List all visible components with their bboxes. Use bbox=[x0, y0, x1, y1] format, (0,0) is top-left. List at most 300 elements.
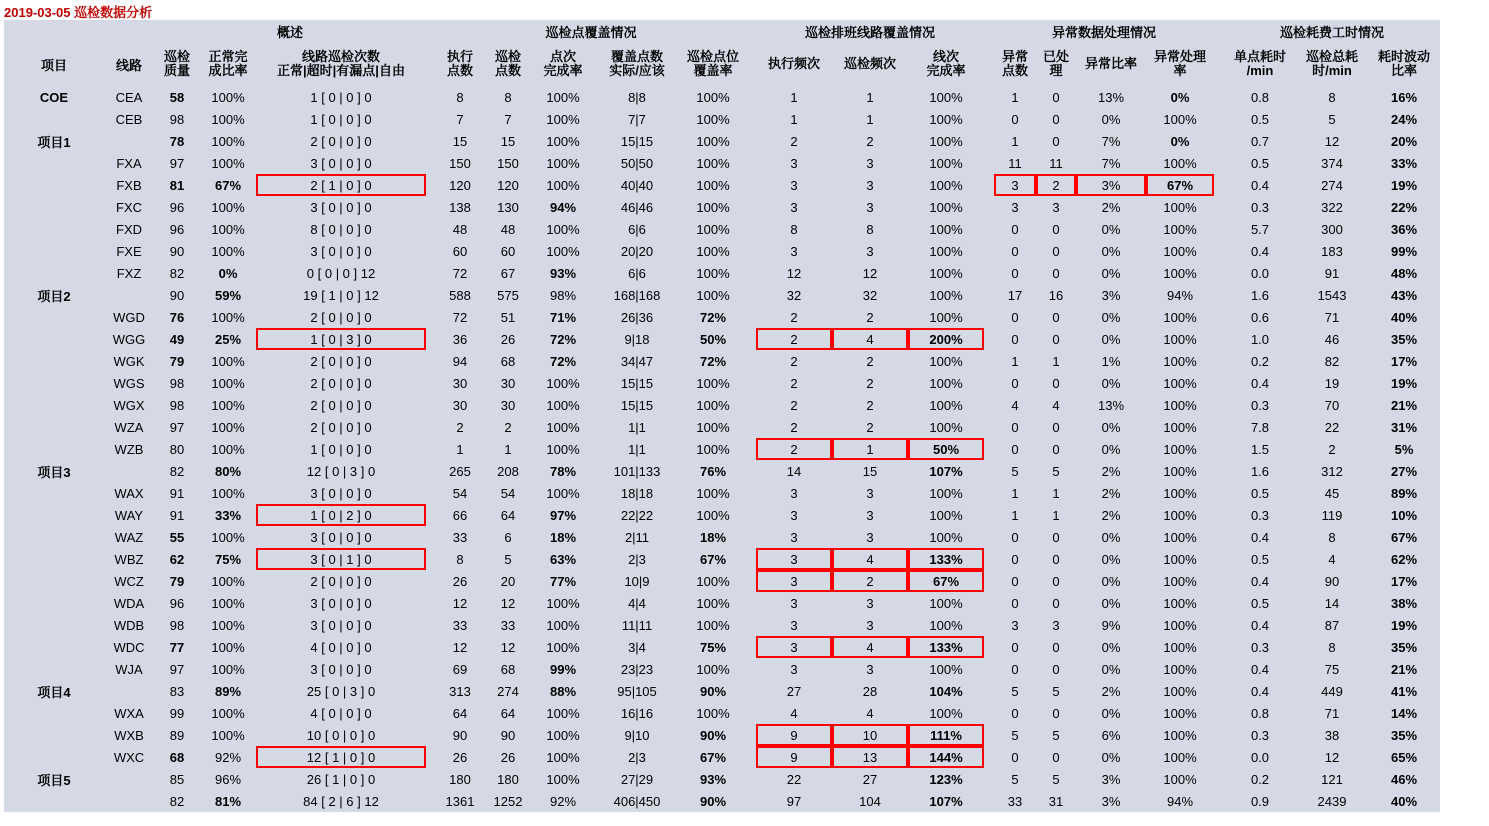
exec-points: 72 bbox=[436, 262, 484, 284]
patrol-freq: 10 bbox=[832, 724, 908, 746]
column-separator bbox=[746, 108, 756, 130]
table-row[interactable] bbox=[4, 768, 1440, 790]
fluct-rate: 35% bbox=[1368, 724, 1440, 746]
table-row[interactable] bbox=[4, 130, 1440, 152]
exec-freq: 32 bbox=[756, 284, 832, 306]
table-row[interactable] bbox=[4, 680, 1440, 702]
column-separator bbox=[426, 548, 436, 570]
column-separator bbox=[426, 108, 436, 130]
project-label bbox=[4, 614, 104, 636]
column-separator bbox=[1214, 526, 1224, 548]
col-quality: 巡检 质量 bbox=[154, 42, 200, 86]
abnormal-count: 0 bbox=[994, 592, 1036, 614]
cover-points: 26|36 bbox=[594, 306, 680, 328]
patrol-counts: 3 [ 0 | 0 ] 0 bbox=[256, 152, 426, 174]
line-rate: 100% bbox=[908, 658, 984, 680]
exec-freq: 14 bbox=[756, 460, 832, 482]
column-separator bbox=[1214, 790, 1224, 812]
cover-points: 40|40 bbox=[594, 174, 680, 196]
patrol-counts: 2 [ 0 | 0 ] 0 bbox=[256, 130, 426, 152]
handle-rate: 0% bbox=[1146, 86, 1214, 108]
table-row[interactable] bbox=[4, 636, 1440, 658]
exec-freq: 2 bbox=[756, 372, 832, 394]
handled-count: 2 bbox=[1036, 174, 1076, 196]
line-rate: 144% bbox=[908, 746, 984, 768]
ontime-rate: 100% bbox=[200, 108, 256, 130]
col-fluct: 耗时波动 比率 bbox=[1368, 42, 1440, 86]
quality-score: 91 bbox=[154, 482, 200, 504]
handled-count: 5 bbox=[1036, 460, 1076, 482]
column-separator bbox=[426, 174, 436, 196]
exec-freq: 2 bbox=[756, 306, 832, 328]
column-separator bbox=[746, 372, 756, 394]
point-cover-rate: 100% bbox=[680, 108, 746, 130]
project-label bbox=[4, 328, 104, 350]
column-separator bbox=[426, 438, 436, 460]
col-cover-points: 覆盖点数 实际/应该 bbox=[594, 42, 680, 86]
patrol-freq: 104 bbox=[832, 790, 908, 812]
line-code: FXD bbox=[104, 218, 154, 240]
patrol-points: 208 bbox=[484, 460, 532, 482]
single-point-time: 0.2 bbox=[1224, 350, 1296, 372]
fluct-rate: 43% bbox=[1368, 284, 1440, 306]
handle-rate: 100% bbox=[1146, 746, 1214, 768]
project-label: 项目5 bbox=[4, 768, 104, 790]
line-rate: 100% bbox=[908, 240, 984, 262]
line-rate: 100% bbox=[908, 218, 984, 240]
abnormal-rate: 3% bbox=[1076, 768, 1146, 790]
handle-rate: 100% bbox=[1146, 416, 1214, 438]
patrol-points: 26 bbox=[484, 746, 532, 768]
handled-count: 0 bbox=[1036, 372, 1076, 394]
handle-rate: 100% bbox=[1146, 218, 1214, 240]
single-point-time: 0.4 bbox=[1224, 240, 1296, 262]
exec-freq: 1 bbox=[756, 108, 832, 130]
patrol-counts: 12 [ 1 | 0 ] 0 bbox=[256, 746, 426, 768]
exec-points: 48 bbox=[436, 218, 484, 240]
point-cover-rate: 76% bbox=[680, 460, 746, 482]
patrol-counts: 1 [ 0 | 0 ] 0 bbox=[256, 86, 426, 108]
column-separator bbox=[1214, 306, 1224, 328]
single-point-time: 0.7 bbox=[1224, 130, 1296, 152]
exec-points: 120 bbox=[436, 174, 484, 196]
table-row[interactable] bbox=[4, 460, 1440, 482]
patrol-counts: 3 [ 0 | 0 ] 0 bbox=[256, 658, 426, 680]
line-code: FXZ bbox=[104, 262, 154, 284]
column-separator bbox=[426, 658, 436, 680]
line-code: WDB bbox=[104, 614, 154, 636]
handle-rate: 100% bbox=[1146, 658, 1214, 680]
line-rate: 133% bbox=[908, 636, 984, 658]
handle-rate: 100% bbox=[1146, 680, 1214, 702]
handled-count: 0 bbox=[1036, 262, 1076, 284]
table-row[interactable] bbox=[4, 570, 1440, 592]
patrol-points: 6 bbox=[484, 526, 532, 548]
column-separator bbox=[426, 196, 436, 218]
patrol-freq: 2 bbox=[832, 394, 908, 416]
table-row[interactable] bbox=[4, 240, 1440, 262]
column-separator bbox=[426, 394, 436, 416]
point-rate: 100% bbox=[532, 152, 594, 174]
patrol-counts: 1 [ 0 | 0 ] 0 bbox=[256, 108, 426, 130]
quality-score: 80 bbox=[154, 438, 200, 460]
project-label bbox=[4, 350, 104, 372]
sep4 bbox=[1214, 20, 1224, 42]
table-row[interactable] bbox=[4, 548, 1440, 570]
abnormal-count: 3 bbox=[994, 174, 1036, 196]
ontime-rate: 100% bbox=[200, 218, 256, 240]
point-rate: 100% bbox=[532, 174, 594, 196]
handle-rate: 100% bbox=[1146, 350, 1214, 372]
patrol-freq: 4 bbox=[832, 548, 908, 570]
line-code: FXC bbox=[104, 196, 154, 218]
quality-score: 99 bbox=[154, 702, 200, 724]
column-separator bbox=[746, 526, 756, 548]
line-code: WAX bbox=[104, 482, 154, 504]
point-cover-rate: 18% bbox=[680, 526, 746, 548]
table-row[interactable] bbox=[4, 702, 1440, 724]
patrol-counts: 2 [ 0 | 0 ] 0 bbox=[256, 372, 426, 394]
abnormal-count: 33 bbox=[994, 790, 1036, 812]
handled-count: 3 bbox=[1036, 614, 1076, 636]
column-separator bbox=[426, 372, 436, 394]
line-rate: 100% bbox=[908, 372, 984, 394]
table-row[interactable] bbox=[4, 724, 1440, 746]
exec-freq: 3 bbox=[756, 152, 832, 174]
abnormal-count: 0 bbox=[994, 636, 1036, 658]
total-time: 4 bbox=[1296, 548, 1368, 570]
point-cover-rate: 90% bbox=[680, 680, 746, 702]
ontime-rate: 100% bbox=[200, 240, 256, 262]
column-separator bbox=[1214, 196, 1224, 218]
cover-points: 50|50 bbox=[594, 152, 680, 174]
total-time: 70 bbox=[1296, 394, 1368, 416]
abnormal-rate: 0% bbox=[1076, 372, 1146, 394]
column-separator bbox=[426, 218, 436, 240]
quality-score: 77 bbox=[154, 636, 200, 658]
table-row[interactable] bbox=[4, 746, 1440, 768]
single-point-time: 0.9 bbox=[1224, 790, 1296, 812]
total-time: 22 bbox=[1296, 416, 1368, 438]
cover-points: 16|16 bbox=[594, 702, 680, 724]
column-separator bbox=[1214, 614, 1224, 636]
abnormal-rate: 3% bbox=[1076, 284, 1146, 306]
ontime-rate: 0% bbox=[200, 262, 256, 284]
cover-points: 9|10 bbox=[594, 724, 680, 746]
fluct-rate: 16% bbox=[1368, 86, 1440, 108]
fluct-rate: 24% bbox=[1368, 108, 1440, 130]
point-cover-rate: 72% bbox=[680, 350, 746, 372]
line-rate: 100% bbox=[908, 174, 984, 196]
cover-points: 46|46 bbox=[594, 196, 680, 218]
patrol-freq: 3 bbox=[832, 504, 908, 526]
abnormal-count: 3 bbox=[994, 196, 1036, 218]
quality-score: 90 bbox=[154, 240, 200, 262]
table-row[interactable] bbox=[4, 108, 1440, 130]
cover-points: 8|8 bbox=[594, 86, 680, 108]
patrol-points: 180 bbox=[484, 768, 532, 790]
table-row[interactable] bbox=[4, 614, 1440, 636]
cover-points: 101|133 bbox=[594, 460, 680, 482]
abnormal-count: 0 bbox=[994, 570, 1036, 592]
column-separator bbox=[984, 306, 994, 328]
line-code: WGX bbox=[104, 394, 154, 416]
abnormal-rate: 7% bbox=[1076, 152, 1146, 174]
point-rate: 100% bbox=[532, 768, 594, 790]
page-title: 2019-03-05 巡检数据分析 bbox=[4, 5, 153, 20]
point-cover-rate: 100% bbox=[680, 658, 746, 680]
table-row[interactable] bbox=[4, 592, 1440, 614]
line-code: FXA bbox=[104, 152, 154, 174]
abnormal-count: 1 bbox=[994, 86, 1036, 108]
project-label bbox=[4, 482, 104, 504]
line-code bbox=[104, 680, 154, 702]
column-separator bbox=[746, 724, 756, 746]
patrol-counts: 4 [ 0 | 0 ] 0 bbox=[256, 636, 426, 658]
line-code: WXA bbox=[104, 702, 154, 724]
group-overview: 概述 bbox=[154, 20, 426, 42]
table-row[interactable] bbox=[4, 482, 1440, 504]
abnormal-rate: 2% bbox=[1076, 196, 1146, 218]
table-row[interactable] bbox=[4, 86, 1440, 108]
col-patrol-points: 巡检 点数 bbox=[484, 42, 532, 86]
column-separator bbox=[984, 482, 994, 504]
single-point-time: 0.4 bbox=[1224, 614, 1296, 636]
handle-rate: 100% bbox=[1146, 328, 1214, 350]
cover-points: 2|3 bbox=[594, 548, 680, 570]
patrol-freq: 12 bbox=[832, 262, 908, 284]
total-time: 12 bbox=[1296, 746, 1368, 768]
column-separator bbox=[426, 526, 436, 548]
table-row[interactable] bbox=[4, 284, 1440, 306]
exec-freq: 3 bbox=[756, 174, 832, 196]
column-separator bbox=[984, 614, 994, 636]
abnormal-rate: 2% bbox=[1076, 460, 1146, 482]
fluct-rate: 22% bbox=[1368, 196, 1440, 218]
patrol-points: 48 bbox=[484, 218, 532, 240]
handled-count: 0 bbox=[1036, 526, 1076, 548]
single-point-time: 0.4 bbox=[1224, 372, 1296, 394]
column-separator bbox=[426, 152, 436, 174]
column-separator bbox=[1214, 658, 1224, 680]
col-project: 项目 bbox=[4, 42, 104, 86]
project-label bbox=[4, 570, 104, 592]
point-rate: 97% bbox=[532, 504, 594, 526]
col-patrol-freq: 巡检频次 bbox=[832, 42, 908, 86]
line-code bbox=[104, 460, 154, 482]
patrol-freq: 1 bbox=[832, 438, 908, 460]
column-separator bbox=[1214, 504, 1224, 526]
col-total-time: 巡检总耗 时/min bbox=[1296, 42, 1368, 86]
total-time: 45 bbox=[1296, 482, 1368, 504]
ontime-rate: 100% bbox=[200, 570, 256, 592]
ontime-rate: 100% bbox=[200, 86, 256, 108]
exec-points: 54 bbox=[436, 482, 484, 504]
column-separator bbox=[1214, 724, 1224, 746]
patrol-counts: 1 [ 0 | 3 ] 0 bbox=[256, 328, 426, 350]
table-row[interactable] bbox=[4, 658, 1440, 680]
column-separator bbox=[426, 746, 436, 768]
patrol-counts: 84 [ 2 | 6 ] 12 bbox=[256, 790, 426, 812]
table-row[interactable] bbox=[4, 372, 1440, 394]
table-row[interactable] bbox=[4, 350, 1440, 372]
handle-rate: 100% bbox=[1146, 438, 1214, 460]
cover-points: 15|15 bbox=[594, 130, 680, 152]
quality-score: 83 bbox=[154, 680, 200, 702]
column-separator bbox=[1214, 482, 1224, 504]
single-point-time: 0.0 bbox=[1224, 746, 1296, 768]
abnormal-rate: 0% bbox=[1076, 702, 1146, 724]
exec-points: 33 bbox=[436, 526, 484, 548]
col-line-rate: 线次 完成率 bbox=[908, 42, 984, 86]
table-row[interactable] bbox=[4, 174, 1440, 196]
column-separator bbox=[984, 790, 994, 812]
handled-count: 0 bbox=[1036, 416, 1076, 438]
table-row[interactable] bbox=[4, 504, 1440, 526]
table-row[interactable] bbox=[4, 306, 1440, 328]
abnormal-rate: 0% bbox=[1076, 746, 1146, 768]
column-separator bbox=[984, 240, 994, 262]
table-row[interactable] bbox=[4, 218, 1440, 240]
table-row[interactable] bbox=[4, 262, 1440, 284]
patrol-points: 1252 bbox=[484, 790, 532, 812]
exec-points: 8 bbox=[436, 548, 484, 570]
column-separator bbox=[426, 460, 436, 482]
column-separator bbox=[746, 570, 756, 592]
quality-score: 90 bbox=[154, 284, 200, 306]
total-time: 274 bbox=[1296, 174, 1368, 196]
single-point-time: 1.6 bbox=[1224, 284, 1296, 306]
column-separator bbox=[746, 350, 756, 372]
handled-count: 0 bbox=[1036, 548, 1076, 570]
point-rate: 100% bbox=[532, 636, 594, 658]
total-time: 374 bbox=[1296, 152, 1368, 174]
handle-rate: 100% bbox=[1146, 460, 1214, 482]
cover-points: 10|9 bbox=[594, 570, 680, 592]
ontime-rate: 100% bbox=[200, 350, 256, 372]
exec-freq: 3 bbox=[756, 482, 832, 504]
point-cover-rate: 100% bbox=[680, 570, 746, 592]
column-separator bbox=[426, 416, 436, 438]
table-row[interactable] bbox=[4, 526, 1440, 548]
point-rate: 100% bbox=[532, 746, 594, 768]
exec-freq: 3 bbox=[756, 526, 832, 548]
point-cover-rate: 50% bbox=[680, 328, 746, 350]
line-rate: 100% bbox=[908, 108, 984, 130]
column-separator bbox=[426, 240, 436, 262]
exec-freq: 2 bbox=[756, 438, 832, 460]
exec-freq: 3 bbox=[756, 548, 832, 570]
point-rate: 100% bbox=[532, 86, 594, 108]
patrol-points: 60 bbox=[484, 240, 532, 262]
total-time: 91 bbox=[1296, 262, 1368, 284]
single-point-time: 0.4 bbox=[1224, 174, 1296, 196]
patrol-points: 8 bbox=[484, 86, 532, 108]
single-point-time: 1.0 bbox=[1224, 328, 1296, 350]
handled-count: 0 bbox=[1036, 746, 1076, 768]
table-row[interactable] bbox=[4, 196, 1440, 218]
exec-freq: 1 bbox=[756, 86, 832, 108]
column-separator bbox=[1214, 702, 1224, 724]
handle-rate: 100% bbox=[1146, 614, 1214, 636]
abnormal-count: 0 bbox=[994, 416, 1036, 438]
single-point-time: 0.4 bbox=[1224, 570, 1296, 592]
ontime-rate: 75% bbox=[200, 548, 256, 570]
fluct-rate: 19% bbox=[1368, 372, 1440, 394]
patrol-points: 120 bbox=[484, 174, 532, 196]
table-row[interactable] bbox=[4, 790, 1440, 812]
point-cover-rate: 100% bbox=[680, 240, 746, 262]
column-separator bbox=[1214, 372, 1224, 394]
patrol-freq: 3 bbox=[832, 240, 908, 262]
abnormal-rate: 0% bbox=[1076, 240, 1146, 262]
column-separator bbox=[984, 768, 994, 790]
table-header bbox=[4, 20, 1440, 86]
fluct-rate: 5% bbox=[1368, 438, 1440, 460]
handle-rate: 100% bbox=[1146, 702, 1214, 724]
column-separator bbox=[746, 614, 756, 636]
single-point-time: 5.7 bbox=[1224, 218, 1296, 240]
cover-points: 6|6 bbox=[594, 218, 680, 240]
point-rate: 100% bbox=[532, 240, 594, 262]
cover-points: 1|1 bbox=[594, 438, 680, 460]
patrol-counts: 3 [ 0 | 0 ] 0 bbox=[256, 196, 426, 218]
column-separator bbox=[984, 416, 994, 438]
table-row[interactable] bbox=[4, 438, 1440, 460]
point-cover-rate: 100% bbox=[680, 394, 746, 416]
column-separator bbox=[746, 306, 756, 328]
table-row[interactable] bbox=[4, 416, 1440, 438]
point-rate: 100% bbox=[532, 702, 594, 724]
column-separator bbox=[746, 174, 756, 196]
total-time: 87 bbox=[1296, 614, 1368, 636]
table-row[interactable] bbox=[4, 152, 1440, 174]
sep3 bbox=[984, 20, 994, 42]
exec-points: 15 bbox=[436, 130, 484, 152]
column-separator bbox=[984, 548, 994, 570]
abnormal-rate: 0% bbox=[1076, 548, 1146, 570]
table-row[interactable] bbox=[4, 328, 1440, 350]
abnormal-rate: 0% bbox=[1076, 306, 1146, 328]
column-separator bbox=[426, 768, 436, 790]
fluct-rate: 89% bbox=[1368, 482, 1440, 504]
handled-count: 0 bbox=[1036, 240, 1076, 262]
fluct-rate: 67% bbox=[1368, 526, 1440, 548]
patrol-points: 64 bbox=[484, 504, 532, 526]
exec-freq: 3 bbox=[756, 196, 832, 218]
abnormal-rate: 2% bbox=[1076, 504, 1146, 526]
patrol-counts: 25 [ 0 | 3 ] 0 bbox=[256, 680, 426, 702]
handle-rate: 100% bbox=[1146, 526, 1214, 548]
total-time: 8 bbox=[1296, 526, 1368, 548]
table-row[interactable] bbox=[4, 394, 1440, 416]
col-ontime-rate: 正常完 成比率 bbox=[200, 42, 256, 86]
patrol-freq: 4 bbox=[832, 702, 908, 724]
line-rate: 100% bbox=[908, 504, 984, 526]
line-code bbox=[104, 130, 154, 152]
patrol-points: 20 bbox=[484, 570, 532, 592]
line-code: WGD bbox=[104, 306, 154, 328]
handled-count: 0 bbox=[1036, 438, 1076, 460]
group-spacer2 bbox=[104, 20, 154, 42]
single-point-time: 0.4 bbox=[1224, 526, 1296, 548]
point-rate: 100% bbox=[532, 218, 594, 240]
exec-freq: 2 bbox=[756, 328, 832, 350]
total-time: 38 bbox=[1296, 724, 1368, 746]
cover-points: 18|18 bbox=[594, 482, 680, 504]
abnormal-count: 0 bbox=[994, 218, 1036, 240]
project-label bbox=[4, 394, 104, 416]
